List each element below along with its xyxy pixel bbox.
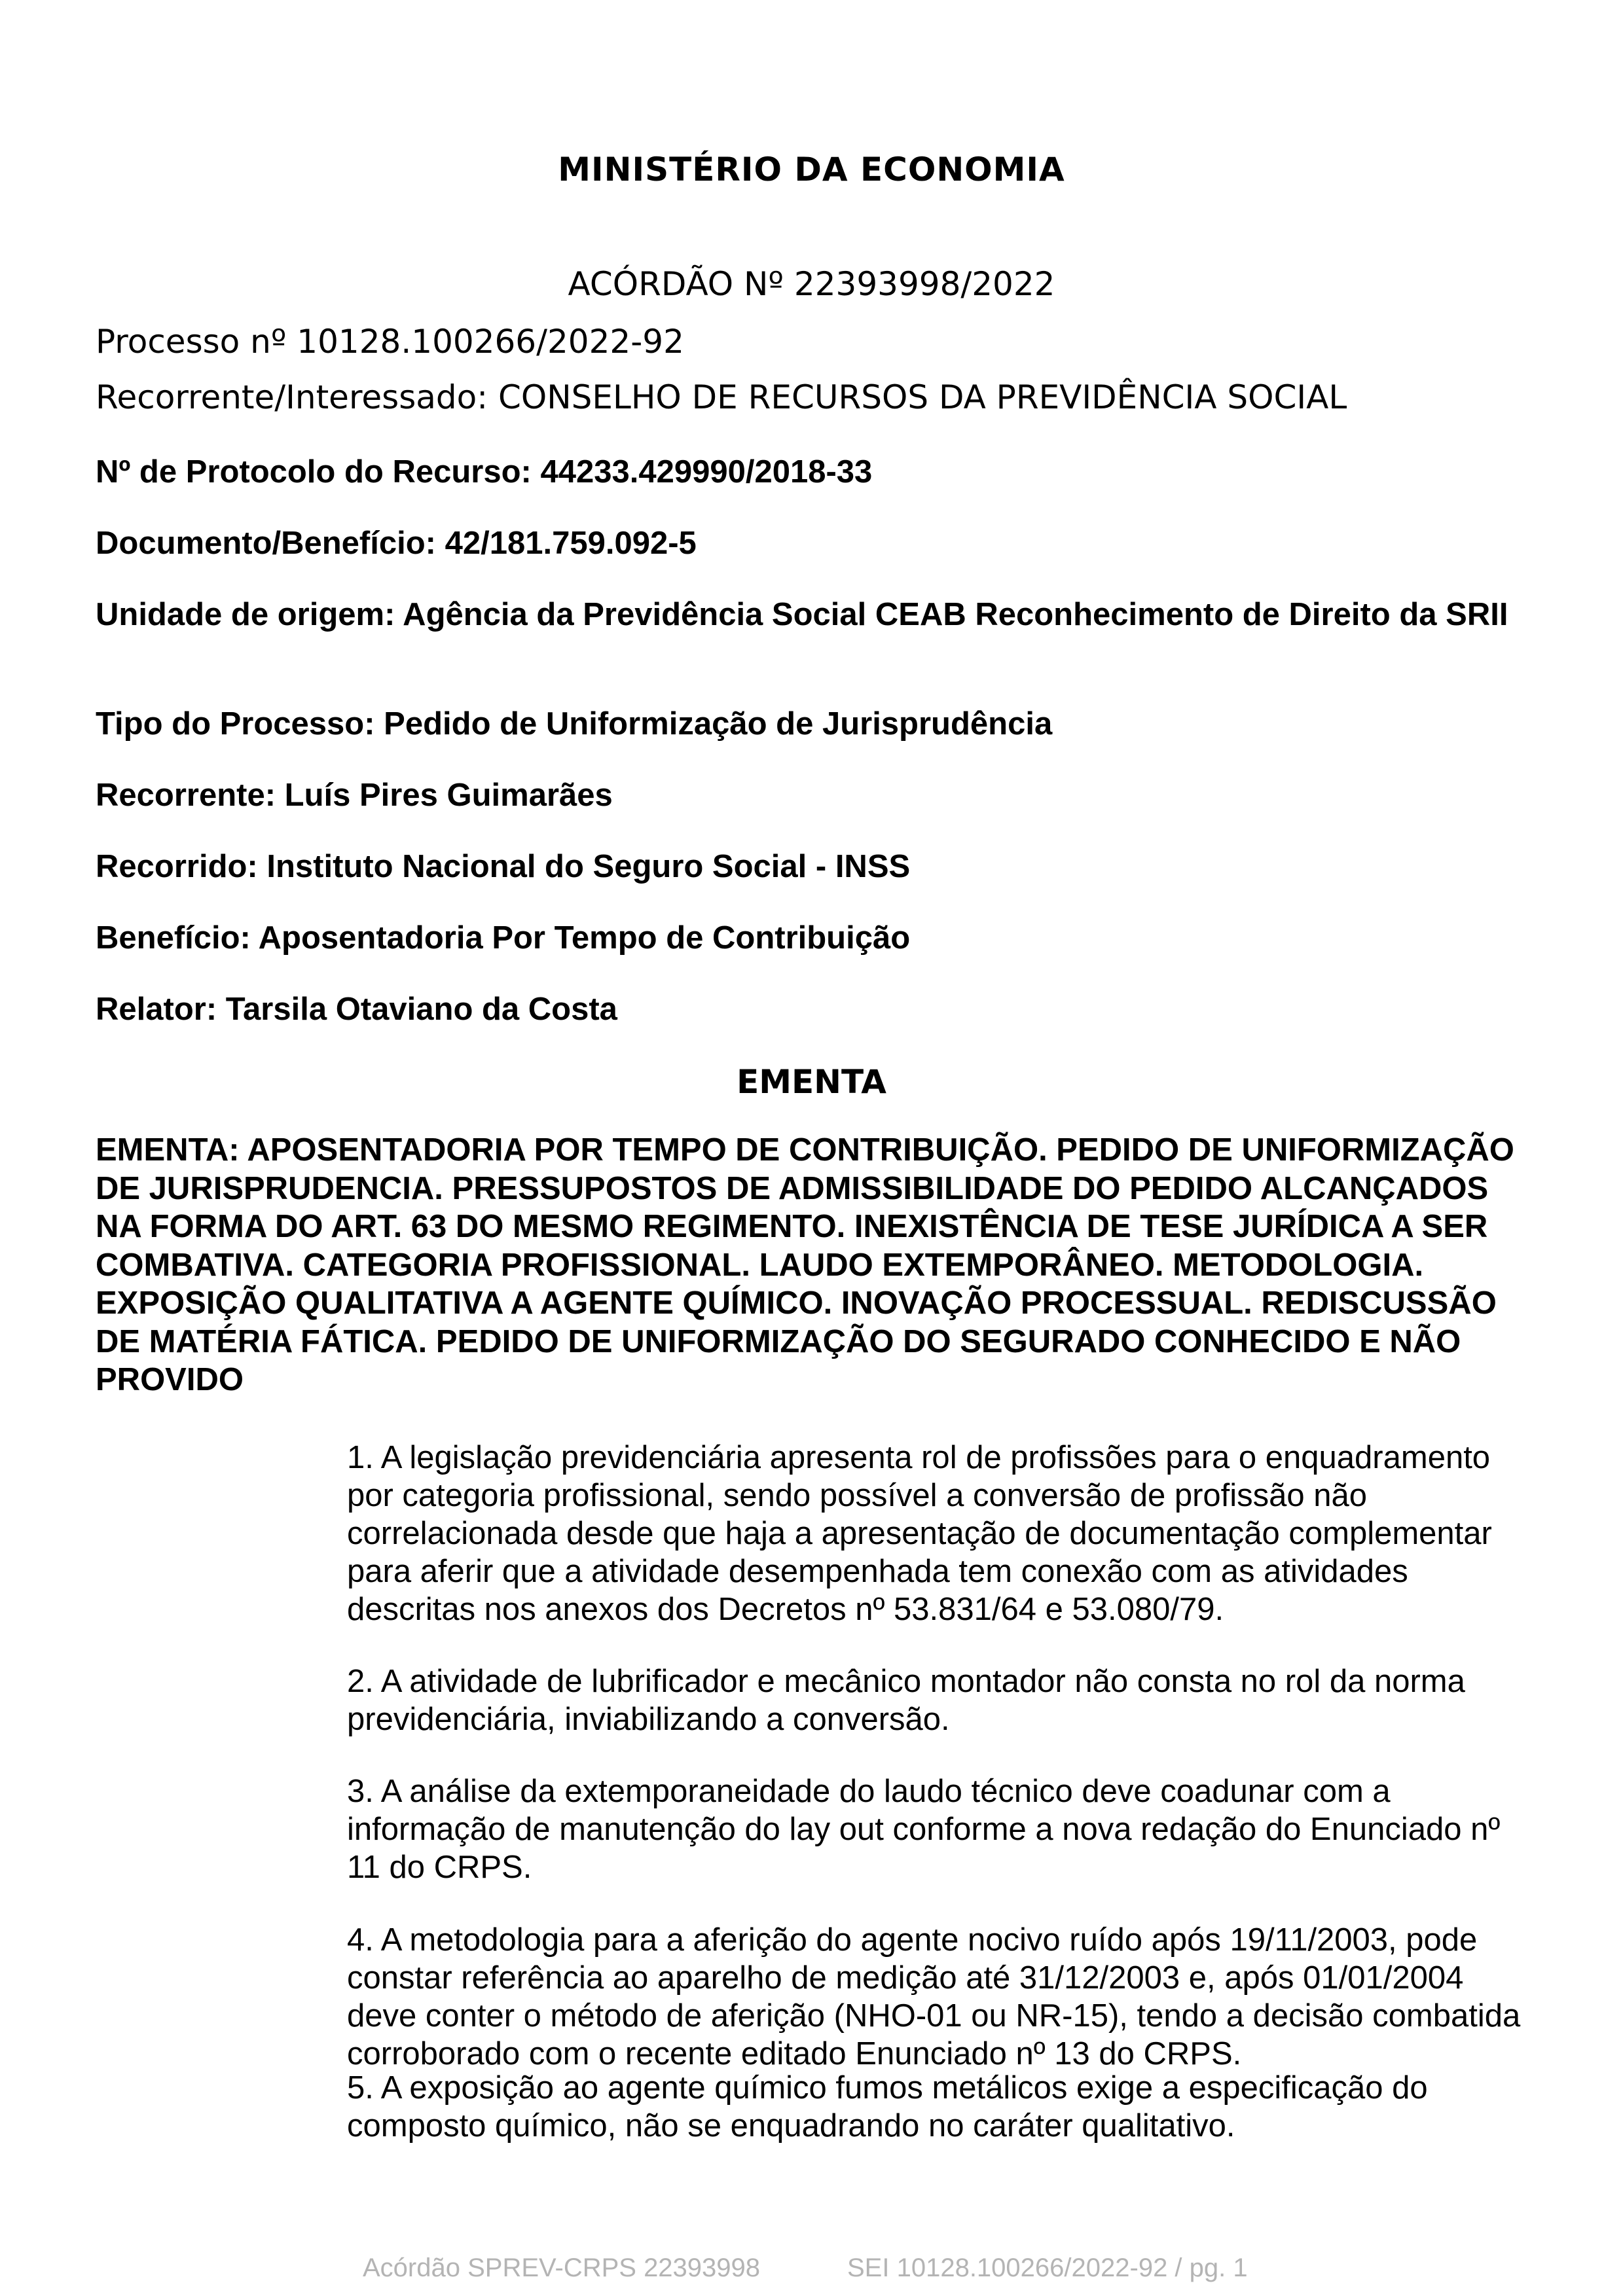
ementa-heading: EMENTA (737, 1063, 886, 1101)
ementa-item-1: 1. A legislação previdenciária apresenta rol de profissões para o enquadramento por categoria profissional, sendo possível a conversão de profissão não correlacionada desde que haja a apresentação de documentação complementar para aferir que a atividade desempenhada tem conexão com as atividades descritas nos anexos dos Decretos nº 53.831/64 e 53.080/79. (347, 1440, 1492, 1627)
protocol-field: Nº de Protocolo do Recurso: 44233.429990/2018-33 (96, 454, 873, 490)
appellant-interested: Recorrente/Interessado: CONSELHO DE RECURSOS DA PREVIDÊNCIA SOCIAL (96, 378, 1347, 416)
decision-number: ACÓRDÃO Nº 22393998/2022 (568, 265, 1055, 303)
ementa-item-2: 2. A atividade de lubrificador e mecânico montador não consta no rol da norma previdenciária, inviabilizando a conversão. (347, 1664, 1465, 1737)
ementa-summary: EMENTA: APOSENTADORIA POR TEMPO DE CONTRIBUIÇÃO. PEDIDO DE UNIFORMIZAÇÃO DE JURISPRUDENCIA. PRESSUPOSTOS DE ADMISSIBILIDADE DO PEDIDO ALCANÇADOS NA FORMA DO ART. 63 DO MESMO REGIMENTO. INEXISTÊNCIA DE TESE JURÍDICA A SER COMBATIVA. CATEGORIA PROFISSIONAL. LAUDO EXTEMPORÂNEO. METODOLOGIA. EXPOSIÇÃO QUALITATIVA A AGENTE QUÍMICO. INOVAÇÃO PROCESSUAL. REDISCUSSÃO DE MATÉRIA FÁTICA. PEDIDO DE UNIFORMIZAÇÃO DO SEGURADO CONHECIDO E NÃO PROVIDO (96, 1132, 1514, 1397)
respondent-field: Recorrido: Instituto Nacional do Seguro Social - INSS (96, 849, 911, 884)
benefit-field: Benefício: Aposentadoria Por Tempo de Contribuição (96, 920, 911, 956)
ementa-item-3: 3. A análise da extemporaneidade do laudo técnico deve coadunar com a informação de manutenção do lay out conforme a nova redação do Enunciado nº 11 do CRPS. (347, 1774, 1501, 1885)
rapporteur-field: Relator: Tarsila Otaviano da Costa (96, 992, 617, 1027)
process-number: Processo nº 10128.100266/2022-92 (96, 323, 684, 361)
document-benefit-field: Documento/Benefício: 42/181.759.092-5 (96, 526, 697, 561)
appellant-field: Recorrente: Luís Pires Guimarães (96, 778, 613, 813)
ministry-title: MINISTÉRIO DA ECONOMIA (558, 151, 1065, 188)
ementa-item-4: 4. A metodologia para a aferição do agente nocivo ruído após 19/11/2003, pode constar referência ao aparelho de medição até 31/12/2003 e, após 01/01/2004 deve conter o método de aferição (NHO-01 ou NR-15), tendo a decisão combatida corroborado com o recente editado Enunciado nº 13 do CRPS. (347, 1922, 1521, 2072)
ementa-item-5: 5. A exposição ao agente químico fumos metálicos exige a especificação do composto químico, não se enquadrando no caráter qualitativo. (347, 2070, 1428, 2144)
footer-left: Acórdão SPREV-CRPS 22393998 (363, 2253, 761, 2282)
origin-unit-field: Unidade de origem: Agência da Previdência Social CEAB Reconhecimento de Direito da SRII (96, 597, 1508, 632)
footer-right: SEI 10128.100266/2022-92 / pg. 1 (847, 2253, 1248, 2282)
process-type-field: Tipo do Processo: Pedido de Uniformização de Jurisprudência (96, 706, 1053, 742)
